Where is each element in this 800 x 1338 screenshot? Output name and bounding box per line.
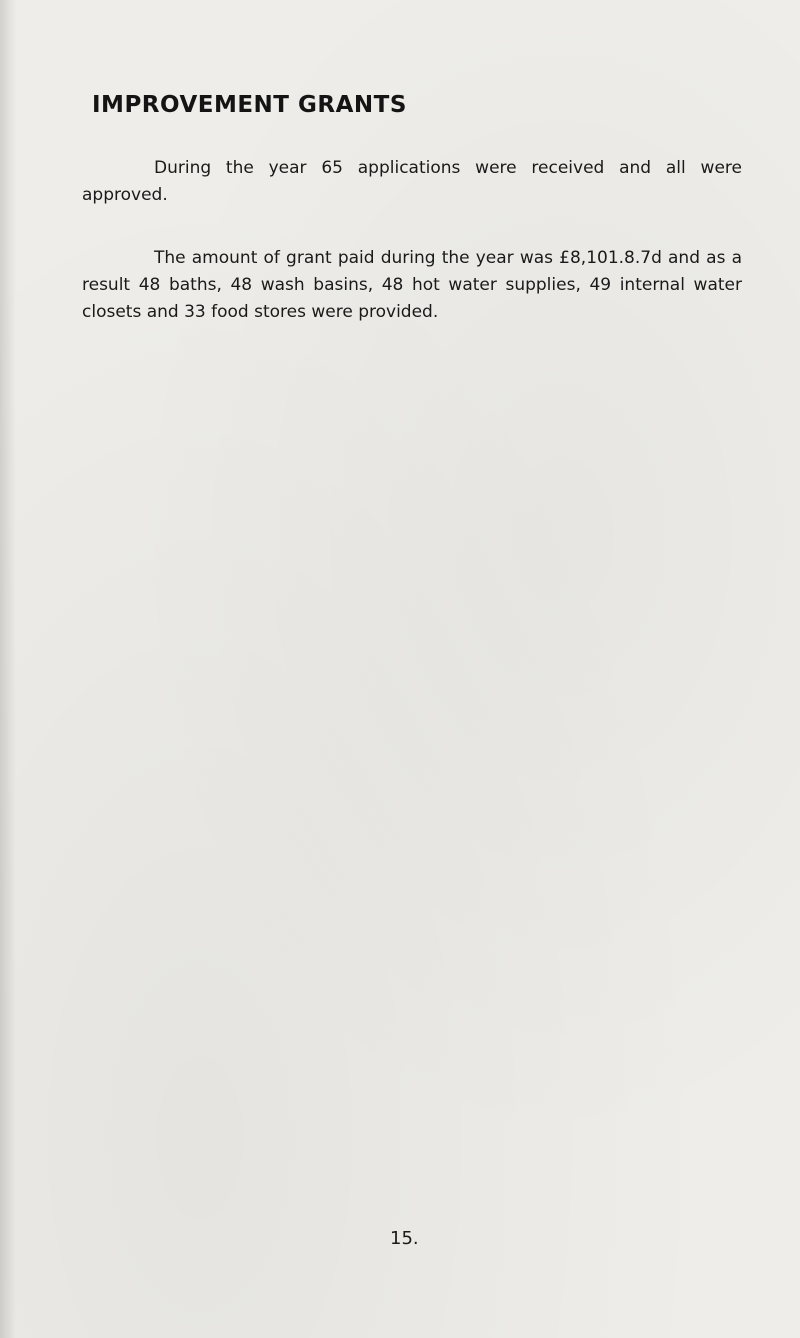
page-number: 15.	[390, 1228, 419, 1249]
paragraph-applications: During the year 65 applications were received and all were approved.	[82, 158, 742, 205]
paragraph-grant-amount: The amount of grant paid during the year was £8,101.8.7d and as a result 48 baths, 48 wash basins, 48 hot water supplies, 49 internal water closets and 33 food stores were provided.	[82, 248, 742, 322]
section-heading: IMPROVEMENT GRANTS	[92, 92, 407, 118]
page-edge-shadow	[0, 0, 16, 1338]
